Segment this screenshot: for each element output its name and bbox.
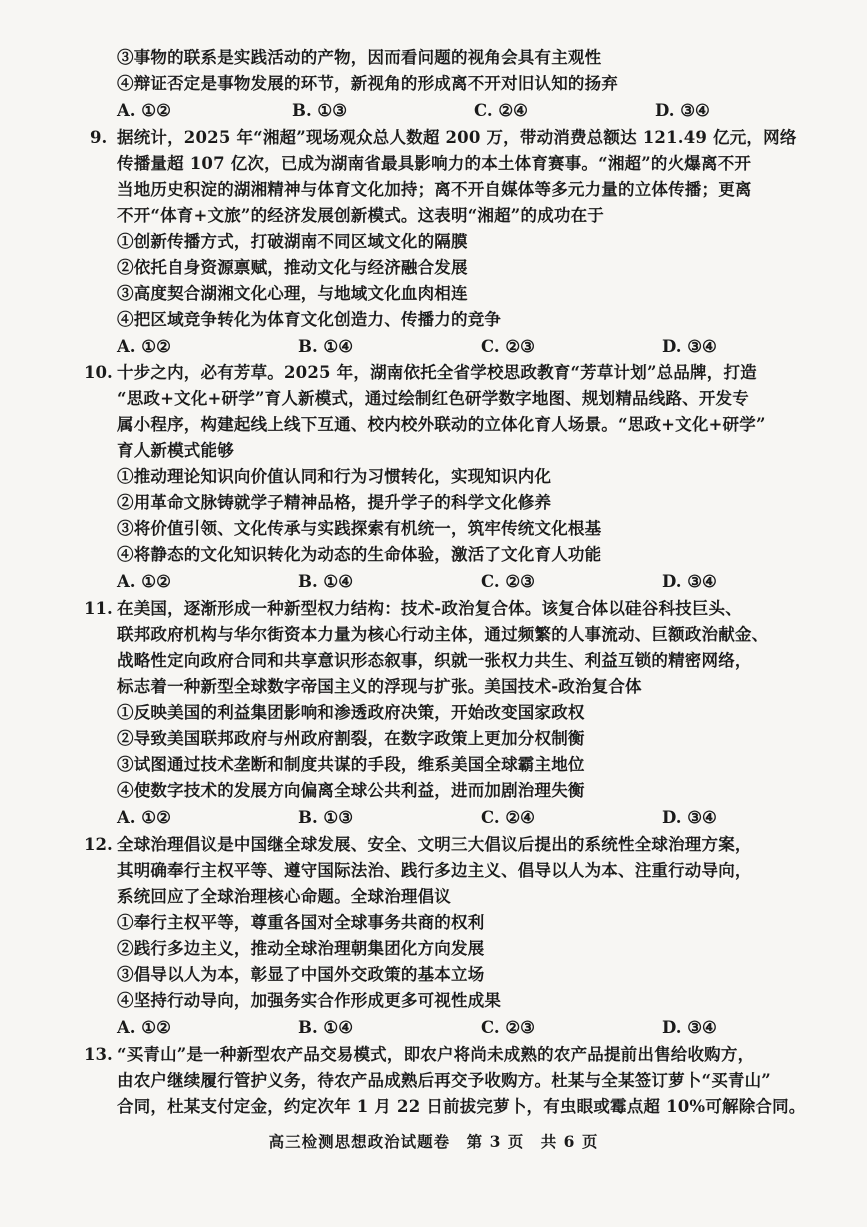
q10-option-a: A. ①② (117, 572, 171, 591)
q12-option-b: B. ①④ (298, 1018, 354, 1037)
q10-option-c: C. ②③ (481, 572, 535, 591)
q8-statement-4: ④辩证否定是事物发展的环节，新视角的形成离不开对旧认知的扬弃 (117, 74, 618, 93)
q9-option-a: A. ①② (117, 337, 171, 356)
q9-statement-2: ②依托自身资源禀赋，推动文化与经济融合发展 (117, 258, 468, 277)
q13-stem-line-3: 合同，杜某支付定金，约定次年 1 月 22 日前拔完萝卜，有虫眼或霉点超 10%可解除合同。 (117, 1097, 806, 1116)
q8-option-d: D. ③④ (655, 101, 710, 120)
q10-option-b: B. ①④ (298, 572, 354, 591)
q12-statement-3: ③倡导以人为本，彰显了中国外交政策的基本立场 (117, 965, 485, 984)
q9-statement-3: ③高度契合湖湘文化心理，与地域文化血肉相连 (117, 284, 468, 303)
q9-statement-4: ④把区域竞争转化为体育文化创造力、传播力的竞争 (117, 310, 502, 329)
q11-stem-line-4: 标志着一种新型全球数字帝国主义的浮现与扩张。美国技术-政治复合体 (117, 677, 642, 696)
q12-option-c: C. ②③ (481, 1018, 535, 1037)
q12-number: 12. (84, 835, 113, 854)
q9-stem-line-2: 传播量超 107 亿次，已成为湖南省最具影响力的本土体育赛事。“湘超”的火爆离不开 (117, 154, 752, 173)
q11-option-d: D. ③④ (662, 808, 717, 827)
q11-statement-4: ④使数字技术的发展方向偏离全球公共利益，进而加剧治理失衡 (117, 781, 585, 800)
q13-stem-line-2: 由农户继续履行管护义务，待农产品成熟后再交予收购方。杜某与全某签订萝卜“买青山” (117, 1071, 771, 1090)
q12-statement-4: ④坚持行动导向，加强务实合作形成更多可视性成果 (117, 991, 502, 1010)
q11-stem-line-2: 联邦政府机构与华尔街资本力量为核心行动主体，通过频繁的人事流动、巨额政治献金、 (117, 625, 769, 644)
q11-statement-2: ②导致美国联邦政府与州政府割裂，在数字政策上更加分权制衡 (117, 729, 585, 748)
q8-option-b: B. ①③ (292, 101, 348, 120)
q11-option-b: B. ①③ (298, 808, 354, 827)
q9-number: 9. (90, 128, 108, 147)
q12-option-a: A. ①② (117, 1018, 171, 1037)
q9-option-b: B. ①④ (298, 337, 354, 356)
q12-stem-line-2: 其明确奉行主权平等、遵守国际法治、践行多边主义、倡导以人为本、注重行动导向， (117, 861, 752, 880)
q10-statement-2: ②用革命文脉铸就学子精神品格，提升学子的科学文化修养 (117, 493, 552, 512)
q11-statement-1: ①反映美国的利益集团影响和渗透政府决策，开始改变国家政权 (117, 703, 585, 722)
q10-number: 10. (84, 363, 113, 382)
page-footer: 高三检测思想政治试题卷 第 3 页 共 6 页 (268, 1132, 599, 1151)
q12-option-d: D. ③④ (662, 1018, 717, 1037)
q11-option-a: A. ①② (117, 808, 171, 827)
q9-stem-line-4: 不开“体育+文旅”的经济发展创新模式。这表明“湘超”的成功在于 (117, 206, 604, 225)
q8-option-a: A. ①② (117, 101, 171, 120)
q11-stem-line-1: 在美国，逐渐形成一种新型权力结构：技术-政治复合体。该复合体以硅谷科技巨头、 (117, 599, 742, 618)
q9-option-c: C. ②③ (481, 337, 535, 356)
q11-stem-line-3: 战略性定向政府合同和共享意识形态叙事，织就一张权力共生、利益互锁的精密网络， (117, 651, 752, 670)
q10-option-d: D. ③④ (662, 572, 717, 591)
q9-option-d: D. ③④ (662, 337, 717, 356)
q12-stem-line-1: 全球治理倡议是中国继全球发展、安全、文明三大倡议后提出的系统性全球治理方案， (117, 835, 752, 854)
q12-statement-1: ①奉行主权平等，尊重各国对全球事务共商的权利 (117, 913, 485, 932)
q9-statement-1: ①创新传播方式，打破湖南不同区域文化的隔膜 (117, 232, 468, 251)
q13-stem-line-1: “买青山”是一种新型农产品交易模式，即农户将尚未成熟的农产品提前出售给收购方， (117, 1045, 755, 1064)
q8-statement-3: ③事物的联系是实践活动的产物，因而看问题的视角会具有主观性 (117, 48, 602, 67)
q10-statement-4: ④将静态的文化知识转化为动态的生命体验，激活了文化育人功能 (117, 545, 602, 564)
q11-number: 11. (84, 599, 113, 618)
q8-option-c: C. ②④ (474, 101, 528, 120)
q10-stem-line-4: 育人新模式能够 (117, 441, 234, 460)
q10-statement-3: ③将价值引领、文化传承与实践探索有机统一，筑牢传统文化根基 (117, 519, 602, 538)
q11-statement-3: ③试图通过技术垄断和制度共谋的手段，维系美国全球霸主地位 (117, 755, 585, 774)
q10-stem-line-3: 属小程序，构建起线上线下互通、校内校外联动的立体化育人场景。“思政+文化+研学” (117, 415, 766, 434)
q9-stem-line-1: 据统计，2025 年“湘超”现场观众总人数超 200 万，带动消费总额达 121.49 亿元，网络 (117, 128, 797, 147)
q10-statement-1: ①推动理论知识向价值认同和行为习惯转化，实现知识内化 (117, 467, 552, 486)
q9-stem-line-3: 当地历史积淀的湖湘精神与体育文化加持；离不开自媒体等多元力量的立体传播；更离 (117, 180, 752, 199)
q10-stem-line-2: “思政+文化+研学”育人新模式，通过绘制红色研学数字地图、规划精品线路、开发专 (117, 389, 749, 408)
q10-stem-line-1: 十步之内，必有芳草。2025 年，湖南依托全省学校思政教育“芳草计划”总品牌，打造 (117, 363, 757, 382)
q12-stem-line-3: 系统回应了全球治理核心命题。全球治理倡议 (117, 887, 451, 906)
q12-statement-2: ②践行多边主义，推动全球治理朝集团化方向发展 (117, 939, 485, 958)
q11-option-c: C. ②④ (481, 808, 535, 827)
q13-number: 13. (84, 1045, 113, 1064)
